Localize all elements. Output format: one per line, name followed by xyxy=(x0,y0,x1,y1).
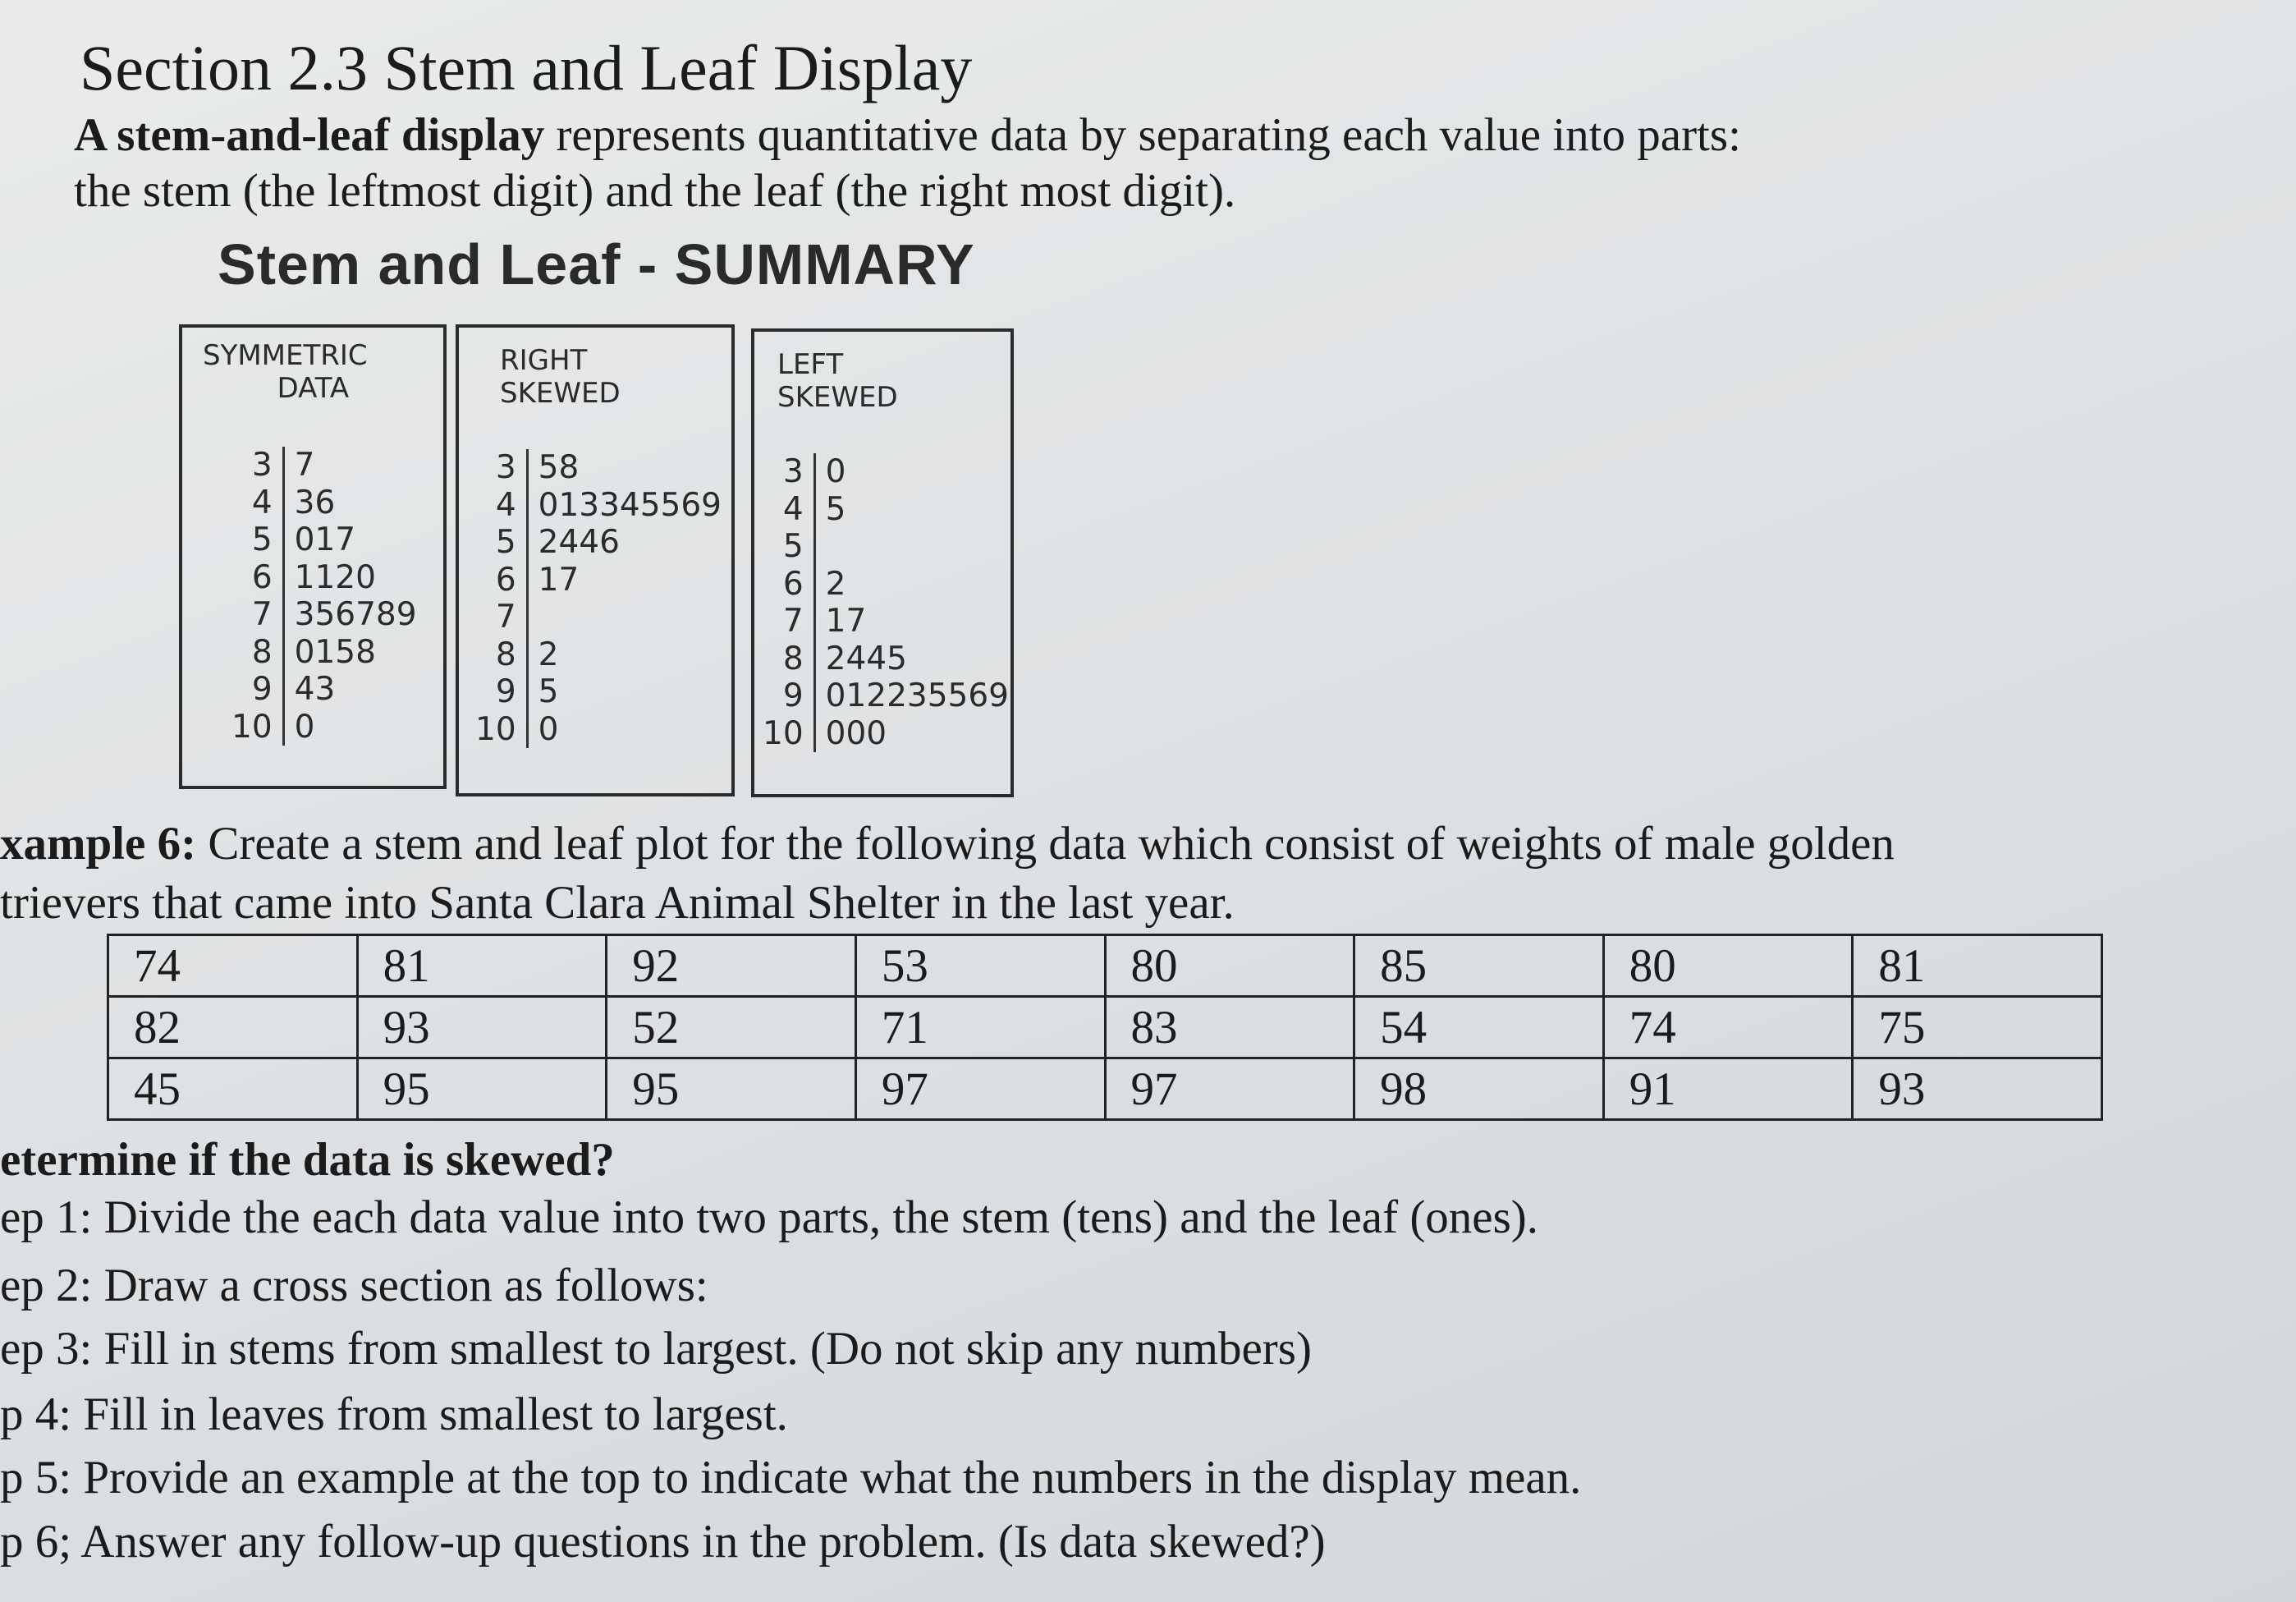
leaf-values: 000 xyxy=(814,715,1017,753)
box-title xyxy=(500,344,621,410)
step-2: ep 2: Draw a cross section as follows: xyxy=(0,1260,708,1311)
table-cell: 91 xyxy=(1603,1058,1853,1120)
definition-line-1 xyxy=(74,108,1741,162)
leaf-values: 43 xyxy=(283,671,424,709)
definition-text: represents quantitative data by separating each value into parts: xyxy=(544,109,1741,161)
table-cell: 54 xyxy=(1354,997,1604,1058)
plot-row xyxy=(754,491,1017,529)
example-text: Create a stem and leaf plot for the following data which consist of weights of male golden xyxy=(196,818,1895,870)
weights-data-table xyxy=(107,934,2103,1121)
table-cell: 95 xyxy=(357,1058,607,1120)
table-cell: 53 xyxy=(855,935,1105,997)
box-title xyxy=(203,339,368,405)
step-5: p 5: Provide an example at the top to indicate what the numbers in the display mean. xyxy=(0,1452,1582,1503)
table-cell: 81 xyxy=(1853,935,2102,997)
leaf-values xyxy=(527,599,730,636)
stem-value: 5 xyxy=(782,528,804,566)
stem-value: 6 xyxy=(495,561,516,599)
stem-value: 8 xyxy=(251,633,273,671)
plot-row xyxy=(223,671,425,709)
summary-heading: Stem and Leaf - SUMMARY xyxy=(218,232,975,296)
leaf-values: 0 xyxy=(283,709,424,746)
leaf-values xyxy=(814,528,1017,566)
stem-value: 8 xyxy=(495,636,516,673)
box-title-line-1: RIGHT xyxy=(500,344,588,377)
table-row xyxy=(108,1058,2102,1120)
step-1: ep 1: Divide the each data value into two parts, the stem (tens) and the leaf (ones). xyxy=(0,1191,1539,1243)
plot-row xyxy=(754,715,1017,753)
step-6: p 6; Answer any follow-up questions in the problem. (Is data skewed?) xyxy=(0,1516,1326,1568)
table-row xyxy=(108,997,2102,1058)
plot-row xyxy=(754,640,1017,678)
step-3: ep 3: Fill in stems from smallest to largest. (Do not skip any numbers) xyxy=(0,1323,1312,1375)
table-cell: 45 xyxy=(108,1058,358,1120)
step-4: p 4: Fill in leaves from smallest to largest. xyxy=(0,1389,788,1440)
stem-leaf-plot xyxy=(223,447,425,746)
stem-value: 9 xyxy=(251,671,273,709)
plot-row xyxy=(754,566,1017,604)
table-cell: 98 xyxy=(1354,1058,1604,1120)
plot-row xyxy=(467,636,730,674)
box-title-line-2: SKEWED xyxy=(500,377,621,410)
table-cell: 83 xyxy=(1105,997,1354,1058)
stem-value: 8 xyxy=(782,640,804,677)
table-cell: 80 xyxy=(1603,935,1853,997)
box-title-line-1: LEFT xyxy=(777,348,844,381)
box-title xyxy=(777,348,898,414)
example-line-2: trievers that came into Santa Clara Animal Shelter in the last year. xyxy=(0,877,1235,929)
plot-row xyxy=(223,634,425,672)
plot-row xyxy=(754,677,1017,715)
left-skewed-box xyxy=(751,328,1014,797)
stem-value: 9 xyxy=(782,677,804,715)
plot-row xyxy=(467,524,730,562)
plot-row xyxy=(223,709,425,746)
leaf-values: 5 xyxy=(527,673,730,711)
box-title-line-2: SKEWED xyxy=(777,381,898,414)
leaf-values: 0 xyxy=(814,453,1017,491)
skew-question xyxy=(0,1133,615,1187)
stem-value: 3 xyxy=(495,449,516,487)
plot-row xyxy=(223,447,425,484)
stem-value: 3 xyxy=(782,453,804,491)
table-cell: 81 xyxy=(357,935,607,997)
leaf-values: 0 xyxy=(527,711,730,749)
leaf-values: 58 xyxy=(527,449,730,487)
leaf-values: 0158 xyxy=(283,634,424,672)
plot-row xyxy=(223,596,425,634)
box-title-line-1: SYMMETRIC xyxy=(203,339,368,372)
symmetric-data-box xyxy=(179,324,447,789)
stem-value: 5 xyxy=(495,524,516,562)
stem-leaf-plot xyxy=(754,453,1017,752)
plot-row xyxy=(754,603,1017,640)
plot-row xyxy=(467,562,730,599)
leaf-values: 013345569 xyxy=(527,487,730,525)
plot-row xyxy=(467,711,730,749)
stem-value: 7 xyxy=(495,599,516,636)
leaf-values: 17 xyxy=(814,603,1017,640)
table-cell: 74 xyxy=(108,935,358,997)
plot-row xyxy=(223,484,425,522)
plot-row xyxy=(223,521,425,559)
leaf-values: 7 xyxy=(283,447,424,484)
example-line-1 xyxy=(0,817,1895,870)
stem-value: 10 xyxy=(475,710,516,748)
table-row xyxy=(108,935,2102,997)
definition-line-2: the stem (the leftmost digit) and the leaf (the right most digit). xyxy=(74,165,1236,217)
stem-value: 9 xyxy=(495,673,516,711)
leaf-values: 356789 xyxy=(283,596,424,634)
table-cell: 95 xyxy=(607,1058,856,1120)
leaf-values: 012235569 xyxy=(814,677,1017,715)
plot-row xyxy=(754,453,1017,491)
section-title: Section 2.3 Stem and Leaf Display xyxy=(80,32,973,103)
stem-value: 7 xyxy=(782,603,804,640)
plot-row xyxy=(467,449,730,487)
table-cell: 80 xyxy=(1105,935,1354,997)
stem-leaf-plot xyxy=(467,449,730,748)
stem-value: 3 xyxy=(251,447,273,484)
stem-value: 7 xyxy=(251,596,273,634)
table-cell: 92 xyxy=(607,935,856,997)
plot-row xyxy=(467,599,730,636)
table-cell: 52 xyxy=(607,997,856,1058)
stem-value: 6 xyxy=(251,558,273,596)
example-label: xample 6: xyxy=(0,818,197,870)
table-cell: 71 xyxy=(855,997,1105,1058)
table-cell: 75 xyxy=(1853,997,2102,1058)
plot-row xyxy=(754,528,1017,566)
plot-row xyxy=(467,673,730,711)
stem-value: 5 xyxy=(251,521,273,559)
leaf-values: 017 xyxy=(283,521,424,559)
table-cell: 97 xyxy=(855,1058,1105,1120)
leaf-values: 2445 xyxy=(814,640,1017,678)
right-skewed-box xyxy=(456,324,735,796)
table-cell: 74 xyxy=(1603,997,1853,1058)
definition-term: A stem-and-leaf display xyxy=(74,109,545,161)
plot-row xyxy=(223,559,425,597)
table-cell: 93 xyxy=(357,997,607,1058)
box-title-line-2: DATA xyxy=(277,372,350,405)
stem-value: 4 xyxy=(251,484,273,521)
table-cell: 93 xyxy=(1853,1058,2102,1120)
stem-value: 6 xyxy=(782,565,804,603)
stem-value: 10 xyxy=(231,708,273,746)
table-cell: 85 xyxy=(1354,935,1604,997)
leaf-values: 2446 xyxy=(527,524,730,562)
stem-value: 10 xyxy=(763,714,804,752)
stem-value: 4 xyxy=(495,486,516,524)
leaf-values: 2 xyxy=(527,636,730,674)
table-cell: 82 xyxy=(108,997,358,1058)
skew-question-text: etermine if the data is skewed? xyxy=(0,1134,615,1186)
leaf-values: 36 xyxy=(283,484,424,522)
stem-value: 4 xyxy=(782,490,804,528)
leaf-values: 5 xyxy=(814,491,1017,529)
plot-row xyxy=(467,487,730,525)
leaf-values: 17 xyxy=(527,562,730,599)
table-cell: 97 xyxy=(1105,1058,1354,1120)
leaf-values: 1120 xyxy=(283,559,424,597)
leaf-values: 2 xyxy=(814,566,1017,604)
